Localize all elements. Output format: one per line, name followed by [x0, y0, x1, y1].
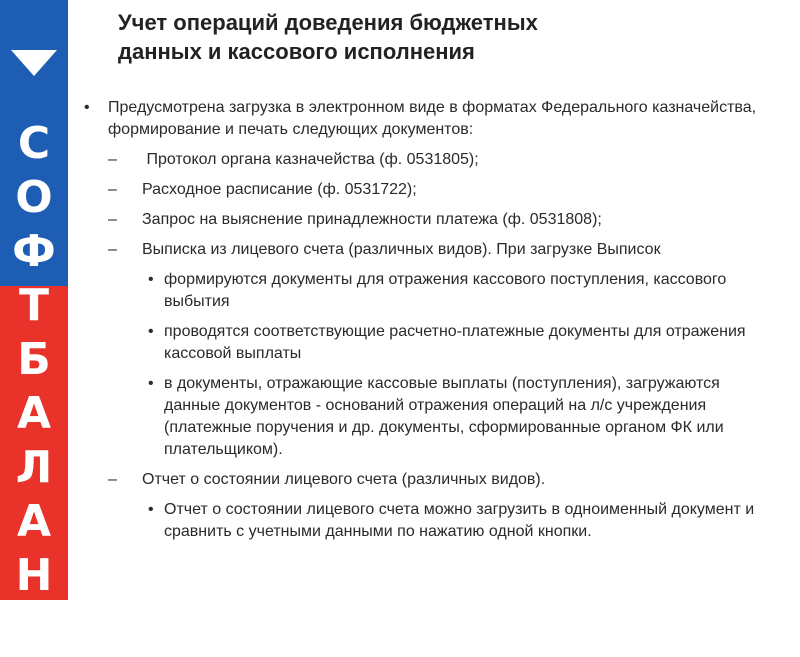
brand-letter: Ф [12, 226, 56, 277]
dash-marker: – [108, 211, 117, 228]
slide-title-line: Учет операций доведения бюджетных [118, 10, 538, 35]
sub-bullet-text: Отчет о состоянии лицевого счета (различных видов). [142, 471, 546, 488]
slide-title [118, 8, 738, 66]
dash-marker: – [108, 181, 117, 198]
dot-marker: • [148, 323, 154, 340]
sub-sub-bullet-text: в документы, отражающие кассовые выплаты (поступления), загружаются данные документов - оснований отражения операций на л/с учреждения (платежные поручения и др. документы, сформированные органом ФК или плательщиком). [164, 375, 724, 458]
brand-letter: Б [17, 334, 51, 385]
brand-letter: Т [18, 280, 49, 331]
sub-sub-bullet-text: Отчет о состоянии лицевого счета можно загрузить в одноименный документ и сравнить с учетными данными по нажатию одной кнопки. [164, 501, 755, 540]
brand-logo-text [0, 117, 68, 657]
bullet-marker: • [84, 99, 90, 116]
brand-letter: Л [15, 442, 53, 493]
sub-bullet-text: Протокол органа казначейства (ф. 0531805); [142, 151, 479, 168]
sub-sub-bullet-item [142, 321, 790, 365]
brand-letter: С [17, 118, 51, 169]
brand-letter: Н [15, 550, 53, 601]
sub-bullet-text: Запрос на выяснение принадлежности платежа (ф. 0531808); [142, 211, 602, 228]
sub-bullet-item [108, 149, 790, 171]
brand-letter: А [16, 496, 52, 547]
bullet-text: Предусмотрена загрузка в электронном виде в форматах Федерального казначейства, формирование и печать следующих документов: [108, 99, 757, 138]
brand-letter: О [15, 172, 53, 223]
down-arrow-icon [11, 50, 57, 76]
dot-marker: • [148, 501, 154, 518]
sub-sub-bullet-item [142, 269, 790, 313]
sub-bullet-item [108, 469, 790, 491]
dash-marker: – [108, 471, 117, 488]
sub-bullet-item [108, 239, 790, 261]
dot-marker: • [148, 375, 154, 392]
sub-sub-bullet-item [142, 373, 790, 461]
sub-bullet-text: Выписка из лицевого счета (различных видов). При загрузке Выписок [142, 241, 661, 258]
sub-bullet-item [108, 179, 790, 201]
dot-marker: • [148, 271, 154, 288]
dash-marker: – [108, 241, 117, 258]
brand-letter: С [17, 604, 51, 655]
dash-marker: – [108, 151, 117, 168]
bullet-item [80, 97, 790, 141]
sub-sub-bullet-text: формируются документы для отражения кассового поступления, кассового выбытия [164, 271, 727, 310]
sub-sub-bullet-item [142, 499, 790, 543]
bullet-list [80, 97, 790, 551]
brand-strip [0, 0, 68, 655]
slide-title-line: данных и кассового исполнения [118, 39, 475, 64]
sub-bullet-text: Расходное расписание (ф. 0531722); [142, 181, 417, 198]
sub-bullet-item [108, 209, 790, 231]
sub-sub-bullet-text: проводятся соответствующие расчетно-платежные документы для отражения кассовой выплаты [164, 323, 746, 362]
brand-letter: А [16, 388, 52, 439]
